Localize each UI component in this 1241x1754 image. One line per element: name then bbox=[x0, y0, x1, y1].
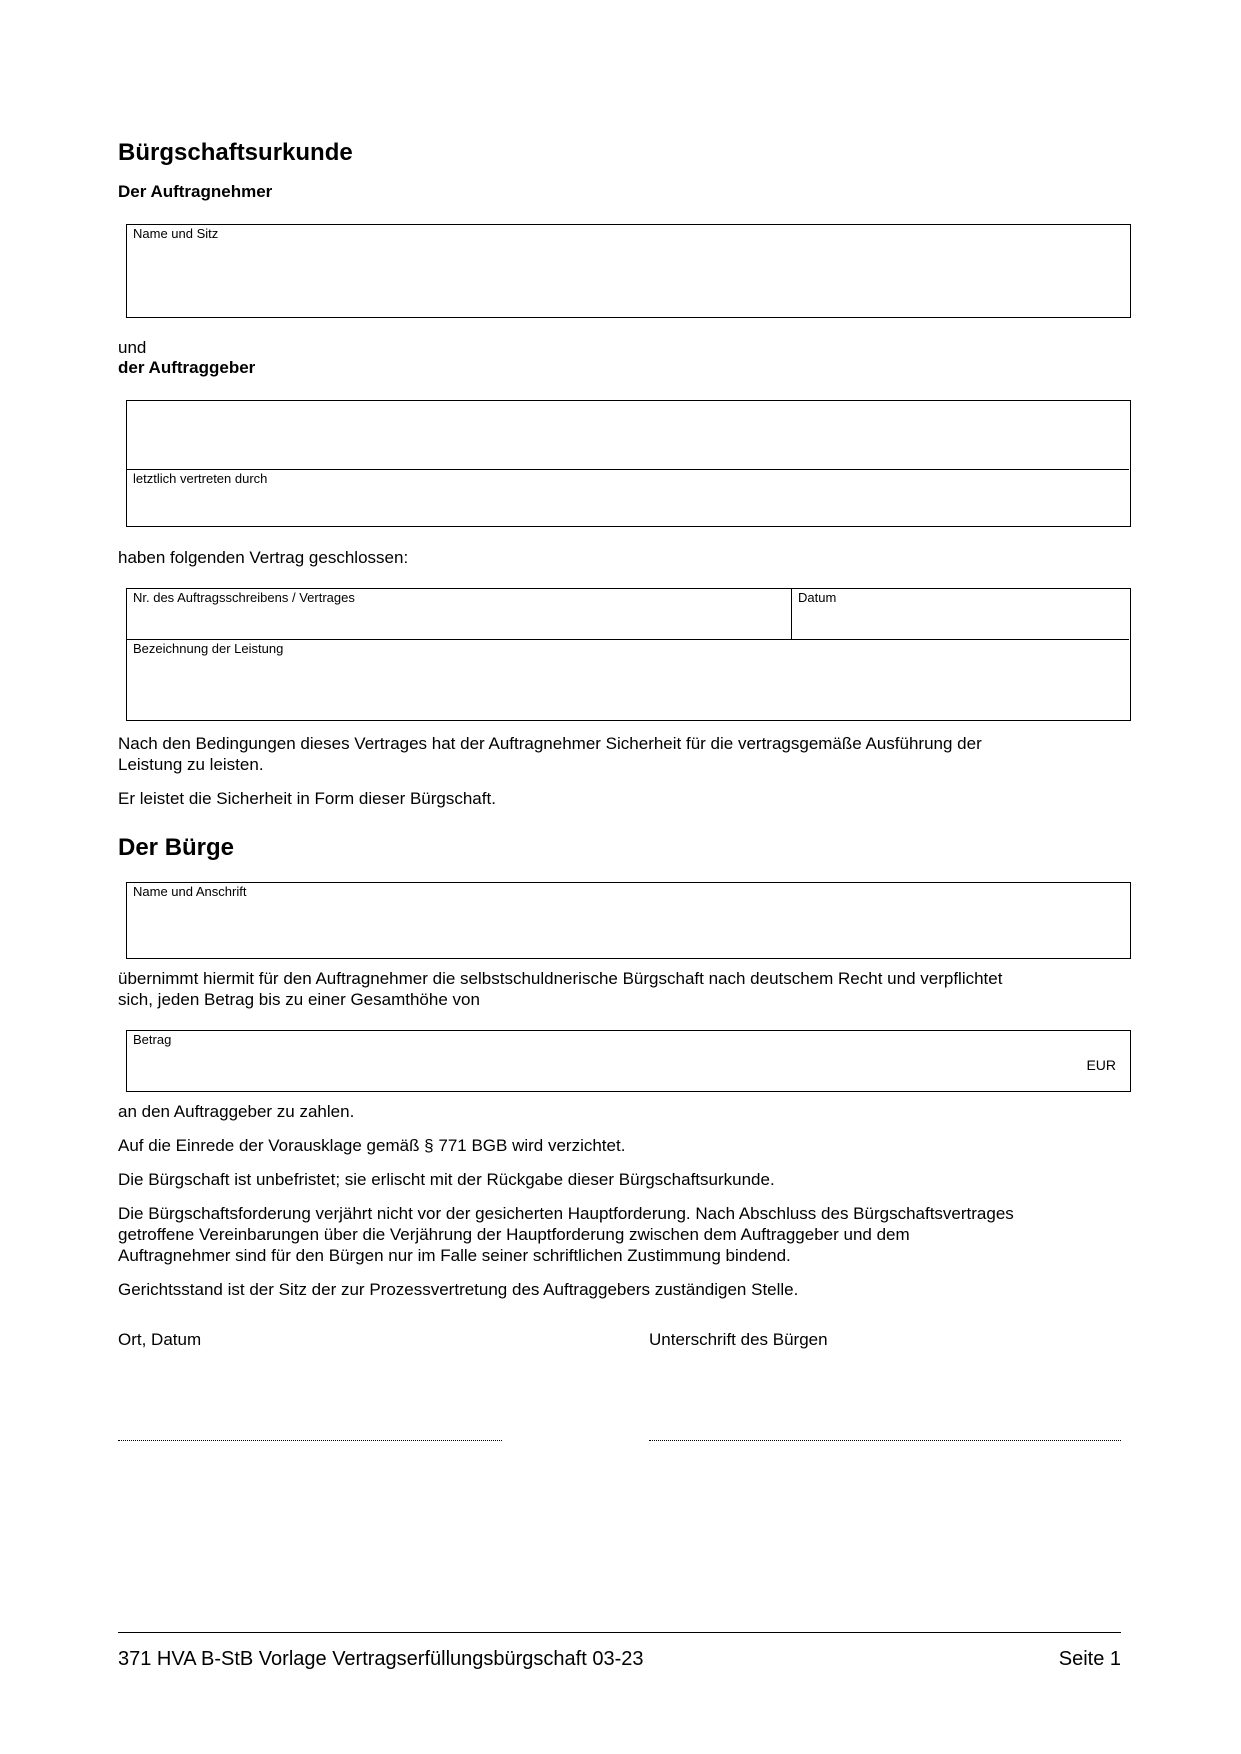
place-date-label: Ort, Datum bbox=[118, 1330, 202, 1349]
footer-rule bbox=[118, 1632, 1121, 1633]
document-title: Bürgschaftsurkunde bbox=[118, 139, 353, 166]
contractor-box-label: Name und Sitz bbox=[133, 226, 219, 241]
contract-box-horizontal-divider bbox=[127, 639, 1129, 640]
limitation-paragraph-line-3: Auftragnehmer sind für den Bürgen nur im Falle seiner schriftlichen Zustimmung bindend. bbox=[118, 1246, 791, 1265]
and-text: und bbox=[118, 338, 147, 357]
contractor-heading: Der Auftragnehmer bbox=[118, 182, 273, 201]
footer-form-id: 371 HVA B-StB Vorlage Vertragserfüllungsbürgschaft 03-23 bbox=[118, 1648, 644, 1670]
currency-label: EUR bbox=[1086, 1057, 1116, 1073]
contract-box-vertical-divider bbox=[791, 589, 792, 639]
service-description-label: Bezeichnung der Leistung bbox=[133, 641, 284, 656]
guarantor-field[interactable] bbox=[126, 882, 1131, 959]
contract-date-label: Datum bbox=[798, 590, 837, 605]
signature-label: Unterschrift des Bürgen bbox=[649, 1330, 828, 1349]
client-box-divider bbox=[127, 469, 1129, 470]
limitation-paragraph-line-1: Die Bürgschaftsforderung verjährt nicht vor der gesicherten Hauptforderung. Nach Abschluss des Bürgschaftsvertrages bbox=[118, 1204, 1014, 1223]
contract-intro: haben folgenden Vertrag geschlossen: bbox=[118, 548, 409, 567]
form-paragraph: Er leistet die Sicherheit in Form dieser Bürgschaft. bbox=[118, 789, 496, 808]
pay-paragraph: an den Auftraggeber zu zahlen. bbox=[118, 1102, 355, 1121]
jurisdiction-paragraph: Gerichtsstand ist der Sitz der zur Prozessvertretung des Auftraggebers zuständigen Stelle. bbox=[118, 1280, 799, 1299]
contractor-name-field[interactable] bbox=[126, 224, 1131, 318]
guarantor-box-label: Name und Anschrift bbox=[133, 884, 247, 899]
security-paragraph-line-1: Nach den Bedingungen dieses Vertrages hat der Auftragnehmer Sicherheit für die vertragsgemäße Ausführung der bbox=[118, 734, 982, 753]
security-paragraph-line-2: Leistung zu leisten. bbox=[118, 755, 264, 774]
term-paragraph: Die Bürgschaft ist unbefristet; sie erlischt mit der Rückgabe dieser Bürgschaftsurkunde. bbox=[118, 1170, 775, 1189]
client-box-label: letztlich vertreten durch bbox=[133, 471, 268, 486]
guarantee-paragraph-line-2: sich, jeden Betrag bis zu einer Gesamthöhe von bbox=[118, 990, 480, 1009]
contract-number-label: Nr. des Auftragsschreibens / Vertrages bbox=[133, 590, 355, 605]
client-heading: der Auftraggeber bbox=[118, 358, 256, 377]
limitation-paragraph-line-2: getroffene Vereinbarungen über die Verjährung der Hauptforderung zwischen dem Auftraggeber und dem bbox=[118, 1225, 910, 1244]
guarantor-heading: Der Bürge bbox=[118, 834, 235, 861]
place-date-line[interactable] bbox=[118, 1440, 502, 1441]
contract-field[interactable] bbox=[126, 588, 1131, 721]
amount-label: Betrag bbox=[133, 1032, 172, 1047]
footer-page-number: Seite 1 bbox=[1058, 1648, 1121, 1670]
amount-field[interactable] bbox=[126, 1030, 1131, 1092]
client-field[interactable] bbox=[126, 400, 1131, 527]
signature-line[interactable] bbox=[649, 1440, 1121, 1441]
waiver-paragraph: Auf die Einrede der Vorausklage gemäß § 771 BGB wird verzichtet. bbox=[118, 1136, 626, 1155]
guarantee-paragraph-line-1: übernimmt hiermit für den Auftragnehmer die selbstschuldnerische Bürgschaft nach deutschem Recht und verpflichtet bbox=[118, 969, 1003, 988]
